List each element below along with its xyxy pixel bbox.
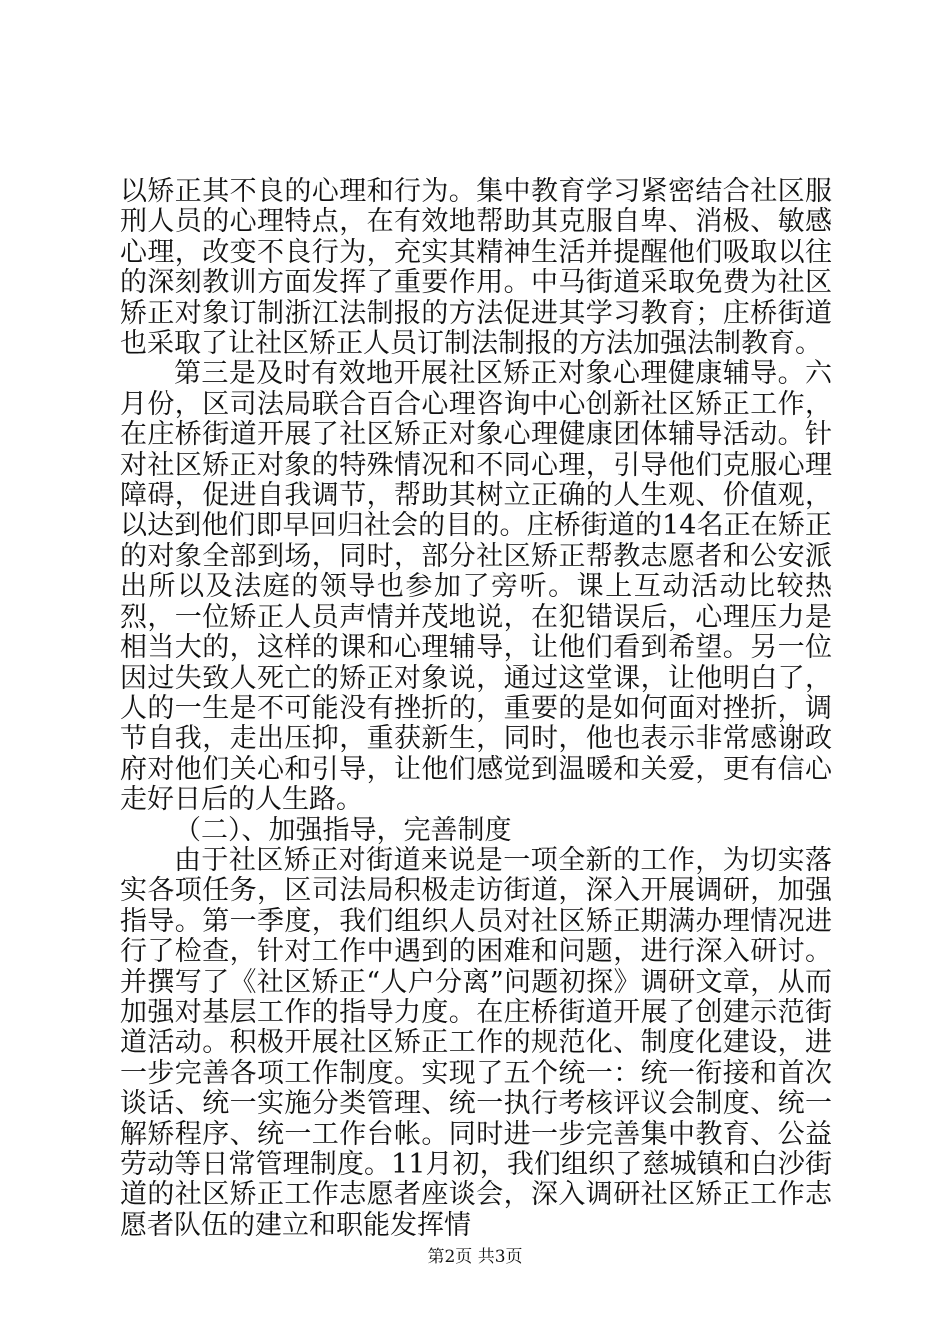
document-body (120, 177, 832, 1241)
section-heading: （二）、加强指导，完善制度 (174, 814, 512, 846)
page-number-footer: 第2页 共3页 (427, 1247, 523, 1267)
paragraph-psychological-counseling: 第三是及时有效地开展社区矫正对象心理健康辅导。六月份，区司法局联合百合心理咨询中心创新社区矫正工作，在庄桥街道开展了社区矫正对象心理健康团体辅导活动。针对社区矫正对象的特殊情况和不同心理，引导他们克服心理障碍，促进自我调节，帮助其树立正确的人生观、价值观，以达到他们即早回归社会的目的。庄桥街道的14名正在矫正的对象全部到场，同时，部分社区矫正帮教志愿者和公安派出所以及法庭的领导也参加了旁听。课上互动活动比较热烈，一位矫正人员声情并茂地说，在犯错误后，心理压力是相当大的，这样的课和心理辅导，让他们看到希望。另一位因过失致人死亡的矫正对象说，通过这堂课，让他明白了，人的一生是不可能没有挫折的，重要的是如何面对挫折，调节自我，走出压抑，重获新生，同时，他也表示非常感谢政府对他们关心和引导，让他们感觉到温暖和关爱，更有信心走好日后的人生路。 (120, 358, 832, 816)
paragraph-guidance: 由于社区矫正对街道来说是一项全新的工作，为切实落实各项任务，区司法局积极走访街道，深入开展调研，加强指导。第一季度，我们组织人员对社区矫正期满办理情况进行了检查，针对工作中遇到的困难和问题，进行深入研讨。并撰写了《社区矫正“人户分离”问题初探》调研文章，从而加强对基层工作的指导力度。在庄桥街道开展了创建示范街道活动。积极开展社区矫正工作的规范化、制度化建设，进一步完善各项工作制度。实现了五个统一：统一衔接和首次谈话、统一实施分类管理、统一执行考核评议会制度、统一解矫程序、统一工作台帐。同时进一步完善集中教育、公益劳动等日常管理制度。11月初，我们组织了慈城镇和白沙街道的社区矫正工作志愿者座谈会，深入调研社区矫正工作志愿者队伍的建立和职能发挥情 (120, 844, 832, 1241)
paragraph-continuation: 以矫正其不良的心理和行为。集中教育学习紧密结合社区服刑人员的心理特点，在有效地帮助其克服自卑、消极、敏感心理，改变不良行为，充实其精神生活并提醒他们吸取以往的深刻教训方面发挥了重要作用。中马街道采取免费为社区矫正对象订制浙江法制报的方法促进其学习教育；庄桥街道也采取了让社区矫正人员订制法制报的方法加强法制教育。 (120, 176, 832, 360)
